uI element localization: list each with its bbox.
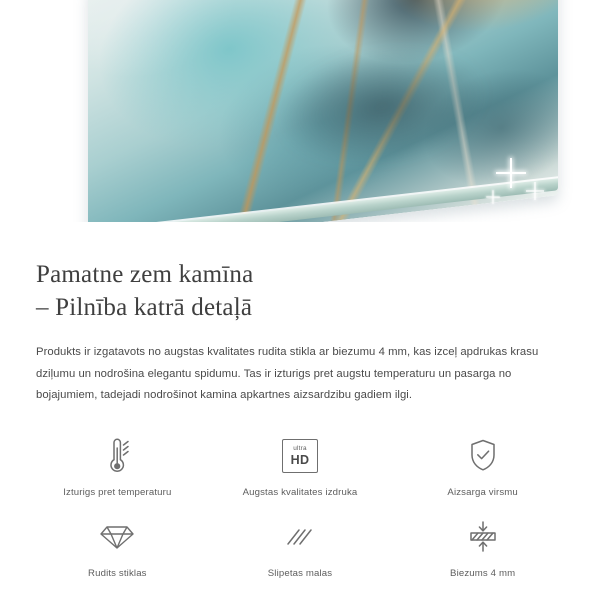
ultra-hd-badge-icon xyxy=(282,433,318,479)
marble-dark-wash xyxy=(276,36,488,178)
sparkle-icon xyxy=(496,158,526,188)
feature-print-quality xyxy=(209,433,392,498)
diamond-icon xyxy=(97,514,137,560)
sparkle-icon xyxy=(486,190,500,204)
sparkle-icon xyxy=(526,182,544,200)
body-paragraph: Produkts ir izgatavots no augstas kvalitates rudita stikla ar biezumu 4 mm, kas izceļ apdrukas krasu dziļumu un nodrošina elegantu spidumu. Tas ir izturigs pret augstu temperaturu un pasarga no bojajumiem, tadejadi nodrošinot kamina apkartnes aizsardzibu gadiem ilgi. xyxy=(36,346,539,402)
feature-label: Aizsarga virsmu xyxy=(447,487,518,499)
thickness-arrows-icon xyxy=(463,514,503,560)
feature-label: Slipetas malas xyxy=(267,568,333,580)
shield-check-icon xyxy=(466,433,500,479)
feature-label: Augstas kvalitates izdruka xyxy=(242,487,358,499)
feature-grid xyxy=(0,433,600,579)
feature-polished-edges xyxy=(209,514,392,579)
feature-surface-protection xyxy=(391,433,574,498)
headline-line-1: Pamatne zem kamīna xyxy=(36,261,254,288)
hero-image xyxy=(0,0,600,222)
thermometer-icon xyxy=(102,433,132,479)
feature-label: Biezums 4 mm xyxy=(450,568,516,580)
feature-thickness xyxy=(391,514,574,579)
badge-bottom-label: HD xyxy=(290,452,310,467)
polished-edges-icon xyxy=(280,514,320,560)
feature-temperature-resistant xyxy=(26,433,209,498)
feature-tempered-glass xyxy=(26,514,209,579)
headline-line-2: – Pilnība katrā detaļā xyxy=(36,294,253,321)
content-section xyxy=(0,222,600,407)
badge-top-label: ultra xyxy=(293,445,307,453)
feature-label: Rudits stiklas xyxy=(88,568,147,580)
feature-label: Izturigs pret temperaturu xyxy=(63,487,172,499)
page-title xyxy=(36,238,564,324)
